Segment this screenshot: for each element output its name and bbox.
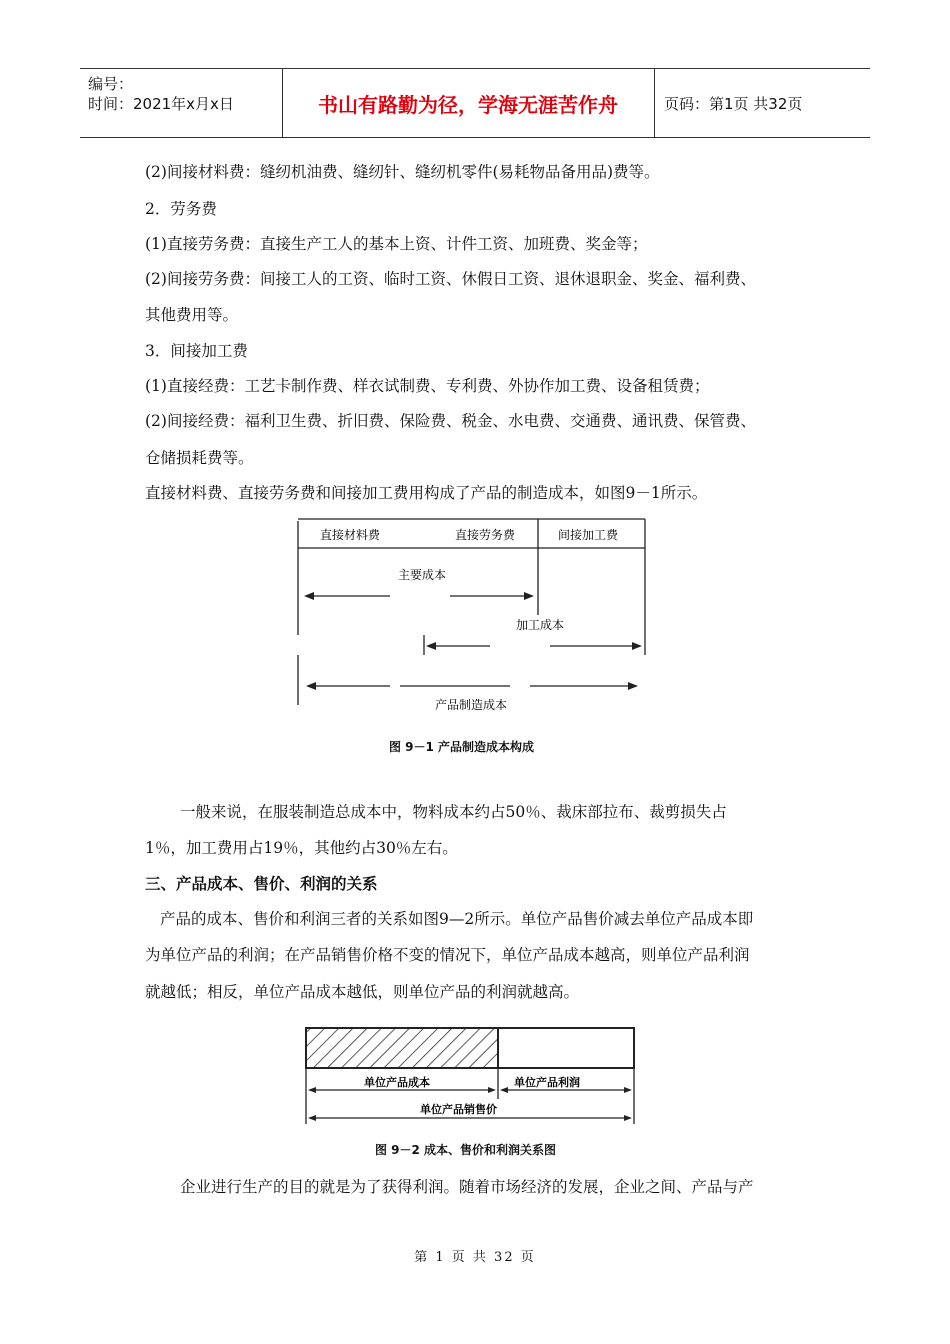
motto: 书山有路勤为径，学海无涯苦作舟 [282,69,655,137]
paragraph: 就越低；相反，单位产品成本越低，则单位产品的利润就越高。 [145,983,580,1001]
paragraph: 仓储损耗费等。 [145,449,254,467]
time-label: 时间：2021年x月x日 [88,95,234,113]
paragraph: 产品的成本、售价和利润三者的关系如图9—2所示。单位产品售价减去单位产品成本即 [160,910,754,928]
page-info: 页码：第1页 共32页 [664,94,803,113]
paragraph: 为单位产品的利润；在产品销售价格不变的情况下，单位产品成本越高，则单位产品利润 [145,946,750,964]
paragraph: 直接材料费、直接劳务费和间接加工费用构成了产品的制造成本，如图9－1所示。 [145,484,708,502]
figure-manufacturing-cost [290,515,650,715]
paragraph: 一般来说，在服装制造总成本中，物料成本约占50％、裁床部拉布、裁剪损失占 [180,803,727,821]
page-header [80,68,870,138]
paragraph: 其他费用等。 [145,306,239,324]
label-direct-material: 直接材料费 [320,528,381,542]
page-footer: 第 1 页 共 32 页 [414,1250,536,1265]
paragraph: (2)间接材料费：缝纫机油费、缝纫针、缝纫机零件(易耗物品备用品)费等。 [145,163,660,181]
label-main-cost: 主要成本 [398,568,447,582]
label-unit-price: 单位产品销售价 [420,1103,497,1116]
paragraph: 企业进行生产的目的就是为了获得利润。随着市场经济的发展，企业之间、产品与产 [180,1178,754,1196]
section-title: 三、产品成本、售价、利润的关系 [145,875,378,893]
label-manufacturing-cost: 产品制造成本 [435,698,508,712]
label-unit-profit: 单位产品利润 [514,1076,580,1089]
header-meta [80,69,283,137]
figure-cost-price-profit [300,1024,640,1130]
label-direct-labor: 直接劳务费 [455,528,516,542]
figure-caption: 图 9－2 成本、售价和利润关系图 [375,1143,557,1157]
paragraph: (1)直接经费：工艺卡制作费、样衣试制费、专利费、外协作加工费、设备租赁费； [145,377,710,395]
label-processing-cost: 加工成本 [516,618,565,632]
paragraph: 2．劳务费 [145,200,217,218]
label-unit-cost: 单位产品成本 [364,1076,430,1089]
paragraph: 3．间接加工费 [145,342,248,360]
paragraph: (1)直接劳务费：直接生产工人的基本上资、计件工资、加班费、奖金等； [145,235,648,253]
paragraph: (2)间接劳务费：间接工人的工资、临时工资、休假日工资、退休退职金、奖金、福利费、 [145,270,756,288]
paragraph: (2)间接经费：福利卫生费、折旧费、保险费、税金、水电费、交通费、通讯费、保管费、 [145,412,756,430]
number-label: 编号： [88,75,134,93]
figure-caption: 图 9－1 产品制造成本构成 [389,740,535,754]
paragraph: 1％，加工费用占19％，其他约占30％左右。 [145,839,458,857]
label-indirect-processing: 间接加工费 [558,528,619,542]
